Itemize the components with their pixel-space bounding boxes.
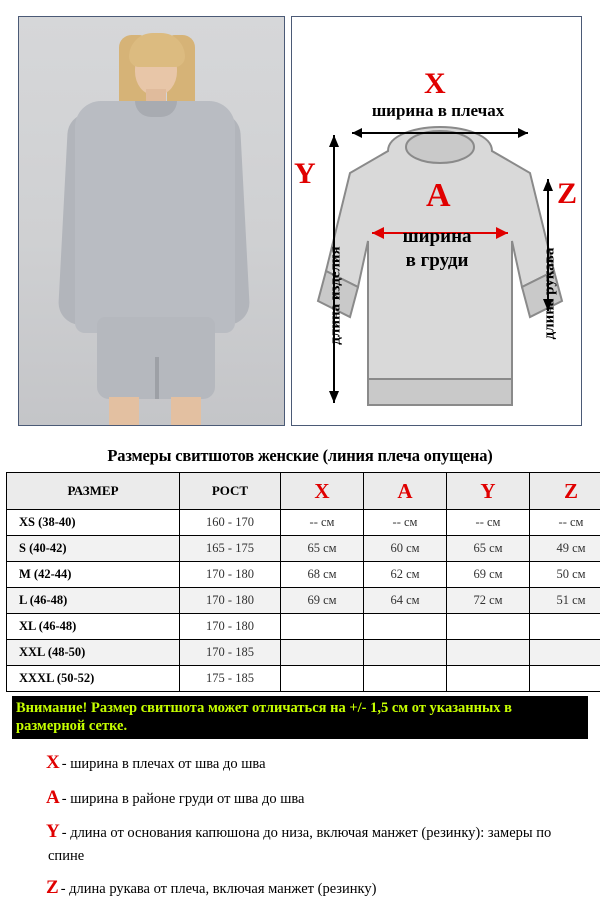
cell-z (530, 666, 600, 692)
cell-a (364, 640, 447, 666)
table-row (7, 562, 600, 588)
diagram-z-label: длина рукава (542, 219, 559, 369)
header-size: РАЗМЕР (7, 473, 180, 510)
diagram-z-letter: Z (557, 177, 577, 211)
legend-list (20, 749, 580, 901)
cell-height: 160 - 170 (180, 510, 281, 536)
cell-size: XXXL (50-52) (7, 666, 180, 692)
table-header-row (7, 473, 600, 510)
model-leg-right (171, 397, 201, 426)
cell-x: 65 см (281, 536, 364, 562)
table-row (7, 640, 600, 666)
cell-size: M (42-44) (7, 562, 180, 588)
cell-x: 69 см (281, 588, 364, 614)
cell-x (281, 666, 364, 692)
cell-a (364, 666, 447, 692)
legend-text-z: - длина рукава от плеча, включая манжет (резинку) (61, 881, 377, 897)
shorts-seam (155, 357, 159, 399)
cell-size: S (40-42) (7, 536, 180, 562)
model-hair-top (129, 33, 185, 67)
cell-z: -- см (530, 510, 600, 536)
cell-height: 170 - 185 (180, 640, 281, 666)
diagram-y-letter: Y (294, 157, 316, 191)
legend-text-a: - ширина в районе груди от шва до шва (62, 791, 305, 807)
cell-y: 72 см (447, 588, 530, 614)
cell-y (447, 614, 530, 640)
diagram-y-label: длина изделия (328, 216, 345, 376)
legend-text-y: - длина от основания капюшона до низа, включая манжет (резинку): замеры по спине (48, 825, 551, 864)
cell-size: XXL (48-50) (7, 640, 180, 666)
cell-z: 49 см (530, 536, 600, 562)
diagram-a-letter: A (426, 177, 451, 215)
diagram-a-label (362, 225, 512, 273)
cell-z (530, 614, 600, 640)
diagram-a-label-line1: ширина (362, 225, 512, 249)
legend-item-a (48, 784, 580, 812)
legend-text-x: - ширина в плечах от шва до шва (62, 756, 266, 772)
cell-y (447, 640, 530, 666)
header-a: A (364, 473, 447, 510)
cell-x (281, 614, 364, 640)
legend-item-y (48, 818, 580, 867)
table-row (7, 666, 600, 692)
cell-z (530, 640, 600, 666)
cell-height: 170 - 180 (180, 562, 281, 588)
warning-banner: Внимание! Размер свитшота может отличаться на +/- 1,5 см от указанных в размерной сетке. (12, 696, 588, 739)
cell-y: 65 см (447, 536, 530, 562)
cell-a: 64 см (364, 588, 447, 614)
header-height: РОСТ (180, 473, 281, 510)
cell-a: -- см (364, 510, 447, 536)
top-images-row (6, 6, 594, 438)
cell-z: 51 см (530, 588, 600, 614)
table-title: Размеры свитшотов женские (линия плеча опущена) (6, 438, 594, 472)
cell-z: 50 см (530, 562, 600, 588)
cell-height: 170 - 180 (180, 588, 281, 614)
header-x: X (281, 473, 364, 510)
cell-height: 175 - 185 (180, 666, 281, 692)
cell-a (364, 614, 447, 640)
diagram-x-letter: X (424, 67, 446, 101)
cell-height: 165 - 175 (180, 536, 281, 562)
cell-size: XL (46-48) (7, 614, 180, 640)
cell-y (447, 666, 530, 692)
header-z: Z (530, 473, 600, 510)
cell-x: 68 см (281, 562, 364, 588)
cell-size: XS (38-40) (7, 510, 180, 536)
cell-a: 62 см (364, 562, 447, 588)
diagram-a-label-line2: в груди (362, 249, 512, 273)
size-table (6, 472, 600, 692)
measurement-diagram (291, 16, 582, 426)
cell-size: L (46-48) (7, 588, 180, 614)
cell-y: -- см (447, 510, 530, 536)
sweatshirt-body (75, 101, 235, 333)
legend-letter-x: X (46, 752, 60, 773)
product-photo (18, 16, 285, 426)
legend-item-x (48, 749, 580, 777)
legend-letter-z: Z (46, 877, 59, 898)
table-row (7, 536, 600, 562)
cell-x: -- см (281, 510, 364, 536)
model-leg-left (109, 397, 139, 426)
table-row (7, 614, 600, 640)
legend-item-z (48, 874, 580, 901)
legend-letter-a: A (46, 787, 60, 808)
table-row (7, 510, 600, 536)
header-y: Y (447, 473, 530, 510)
legend-letter-y: Y (46, 821, 60, 842)
cell-height: 170 - 180 (180, 614, 281, 640)
cell-a: 60 см (364, 536, 447, 562)
cell-x (281, 640, 364, 666)
table-row (7, 588, 600, 614)
diagram-x-label: ширина в плечах (308, 101, 568, 121)
cell-y: 69 см (447, 562, 530, 588)
